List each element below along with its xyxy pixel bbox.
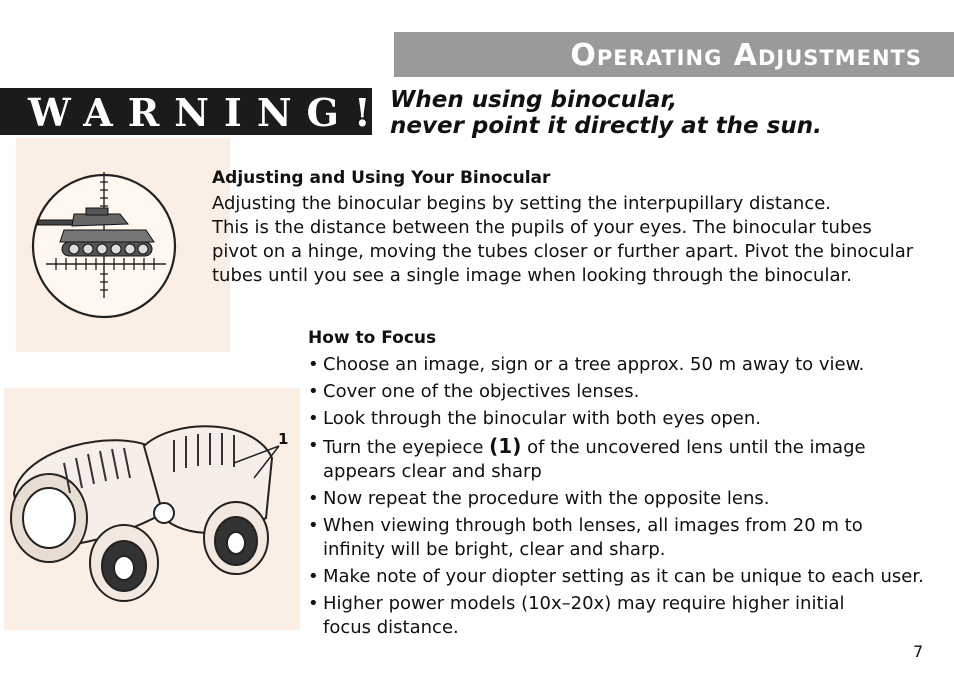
reticle-tank-drawing bbox=[16, 138, 230, 352]
section-title: Operating Adjustments bbox=[570, 38, 922, 73]
list-item bbox=[308, 434, 948, 484]
list-item-text: Look through the binocular with both eyes open. bbox=[323, 408, 761, 429]
list-item bbox=[308, 487, 948, 511]
warning-message bbox=[390, 87, 822, 139]
list-item bbox=[308, 592, 948, 640]
list-item-text-part: Turn the eyepiece bbox=[323, 437, 490, 458]
warning-banner bbox=[0, 88, 386, 135]
warning-message-line: When using binocular, bbox=[390, 87, 678, 113]
bullet-dot: • bbox=[308, 408, 319, 429]
warning-label: WARNING! bbox=[28, 90, 386, 135]
page-number: 7 bbox=[913, 642, 924, 661]
list-item bbox=[308, 565, 948, 589]
reticle-tank-illustration bbox=[16, 138, 230, 352]
list-item-text: appears clear and sharp bbox=[323, 461, 542, 482]
focus-section bbox=[308, 327, 948, 643]
adjusting-text-line: pivot on a hinge, moving the tubes closer or further apart. Pivot the binocular bbox=[212, 241, 914, 262]
warning-message-line: never point it directly at the sun. bbox=[390, 113, 822, 139]
adjusting-text-line: Adjusting the binocular begins by setting the interpupillary distance. bbox=[212, 193, 832, 214]
adjusting-title: Adjusting and Using Your Binocular bbox=[212, 168, 551, 188]
adjusting-text-line: This is the distance between the pupils of your eyes. The binocular tubes bbox=[212, 217, 872, 238]
bullet-dot: • bbox=[308, 354, 319, 375]
list-item-text: focus distance. bbox=[323, 617, 459, 638]
bullet-dot: • bbox=[308, 435, 319, 456]
bullet-dot: • bbox=[308, 381, 319, 402]
list-item bbox=[308, 407, 948, 431]
list-item-text: Now repeat the procedure with the opposite lens. bbox=[323, 488, 770, 509]
callout-label: 1 bbox=[278, 430, 289, 448]
list-item-text-part: of the uncovered lens until the image bbox=[521, 437, 866, 458]
list-item-text: infinity will be bright, clear and sharp. bbox=[323, 539, 666, 560]
bullet-dot: • bbox=[308, 566, 319, 587]
adjusting-section bbox=[212, 166, 932, 288]
bullet-dot: • bbox=[308, 515, 319, 536]
list-item-text: Higher power models (10x–20x) may require higher initial bbox=[323, 593, 845, 614]
bullet-dot: • bbox=[308, 593, 319, 614]
list-item-text bbox=[323, 434, 948, 460]
list-item bbox=[308, 353, 948, 377]
list-item-text: When viewing through both lenses, all images from 20 m to bbox=[323, 515, 863, 536]
focus-title: How to Focus bbox=[308, 328, 437, 348]
list-item-text: Make note of your diopter setting as it can be unique to each user. bbox=[323, 566, 924, 587]
adjusting-text-line: tubes until you see a single image when looking through the binocular. bbox=[212, 265, 852, 286]
binocular-illustration bbox=[4, 388, 300, 630]
bullet-dot: • bbox=[308, 488, 319, 509]
binocular-drawing bbox=[4, 388, 300, 630]
list-item bbox=[308, 514, 948, 562]
section-header-bar bbox=[394, 32, 954, 77]
list-item-text: Choose an image, sign or a tree approx. 50 m away to view. bbox=[323, 354, 865, 375]
list-item bbox=[308, 380, 948, 404]
eyepiece-reference: (1) bbox=[489, 434, 522, 458]
list-item-text: Cover one of the objectives lenses. bbox=[323, 381, 640, 402]
